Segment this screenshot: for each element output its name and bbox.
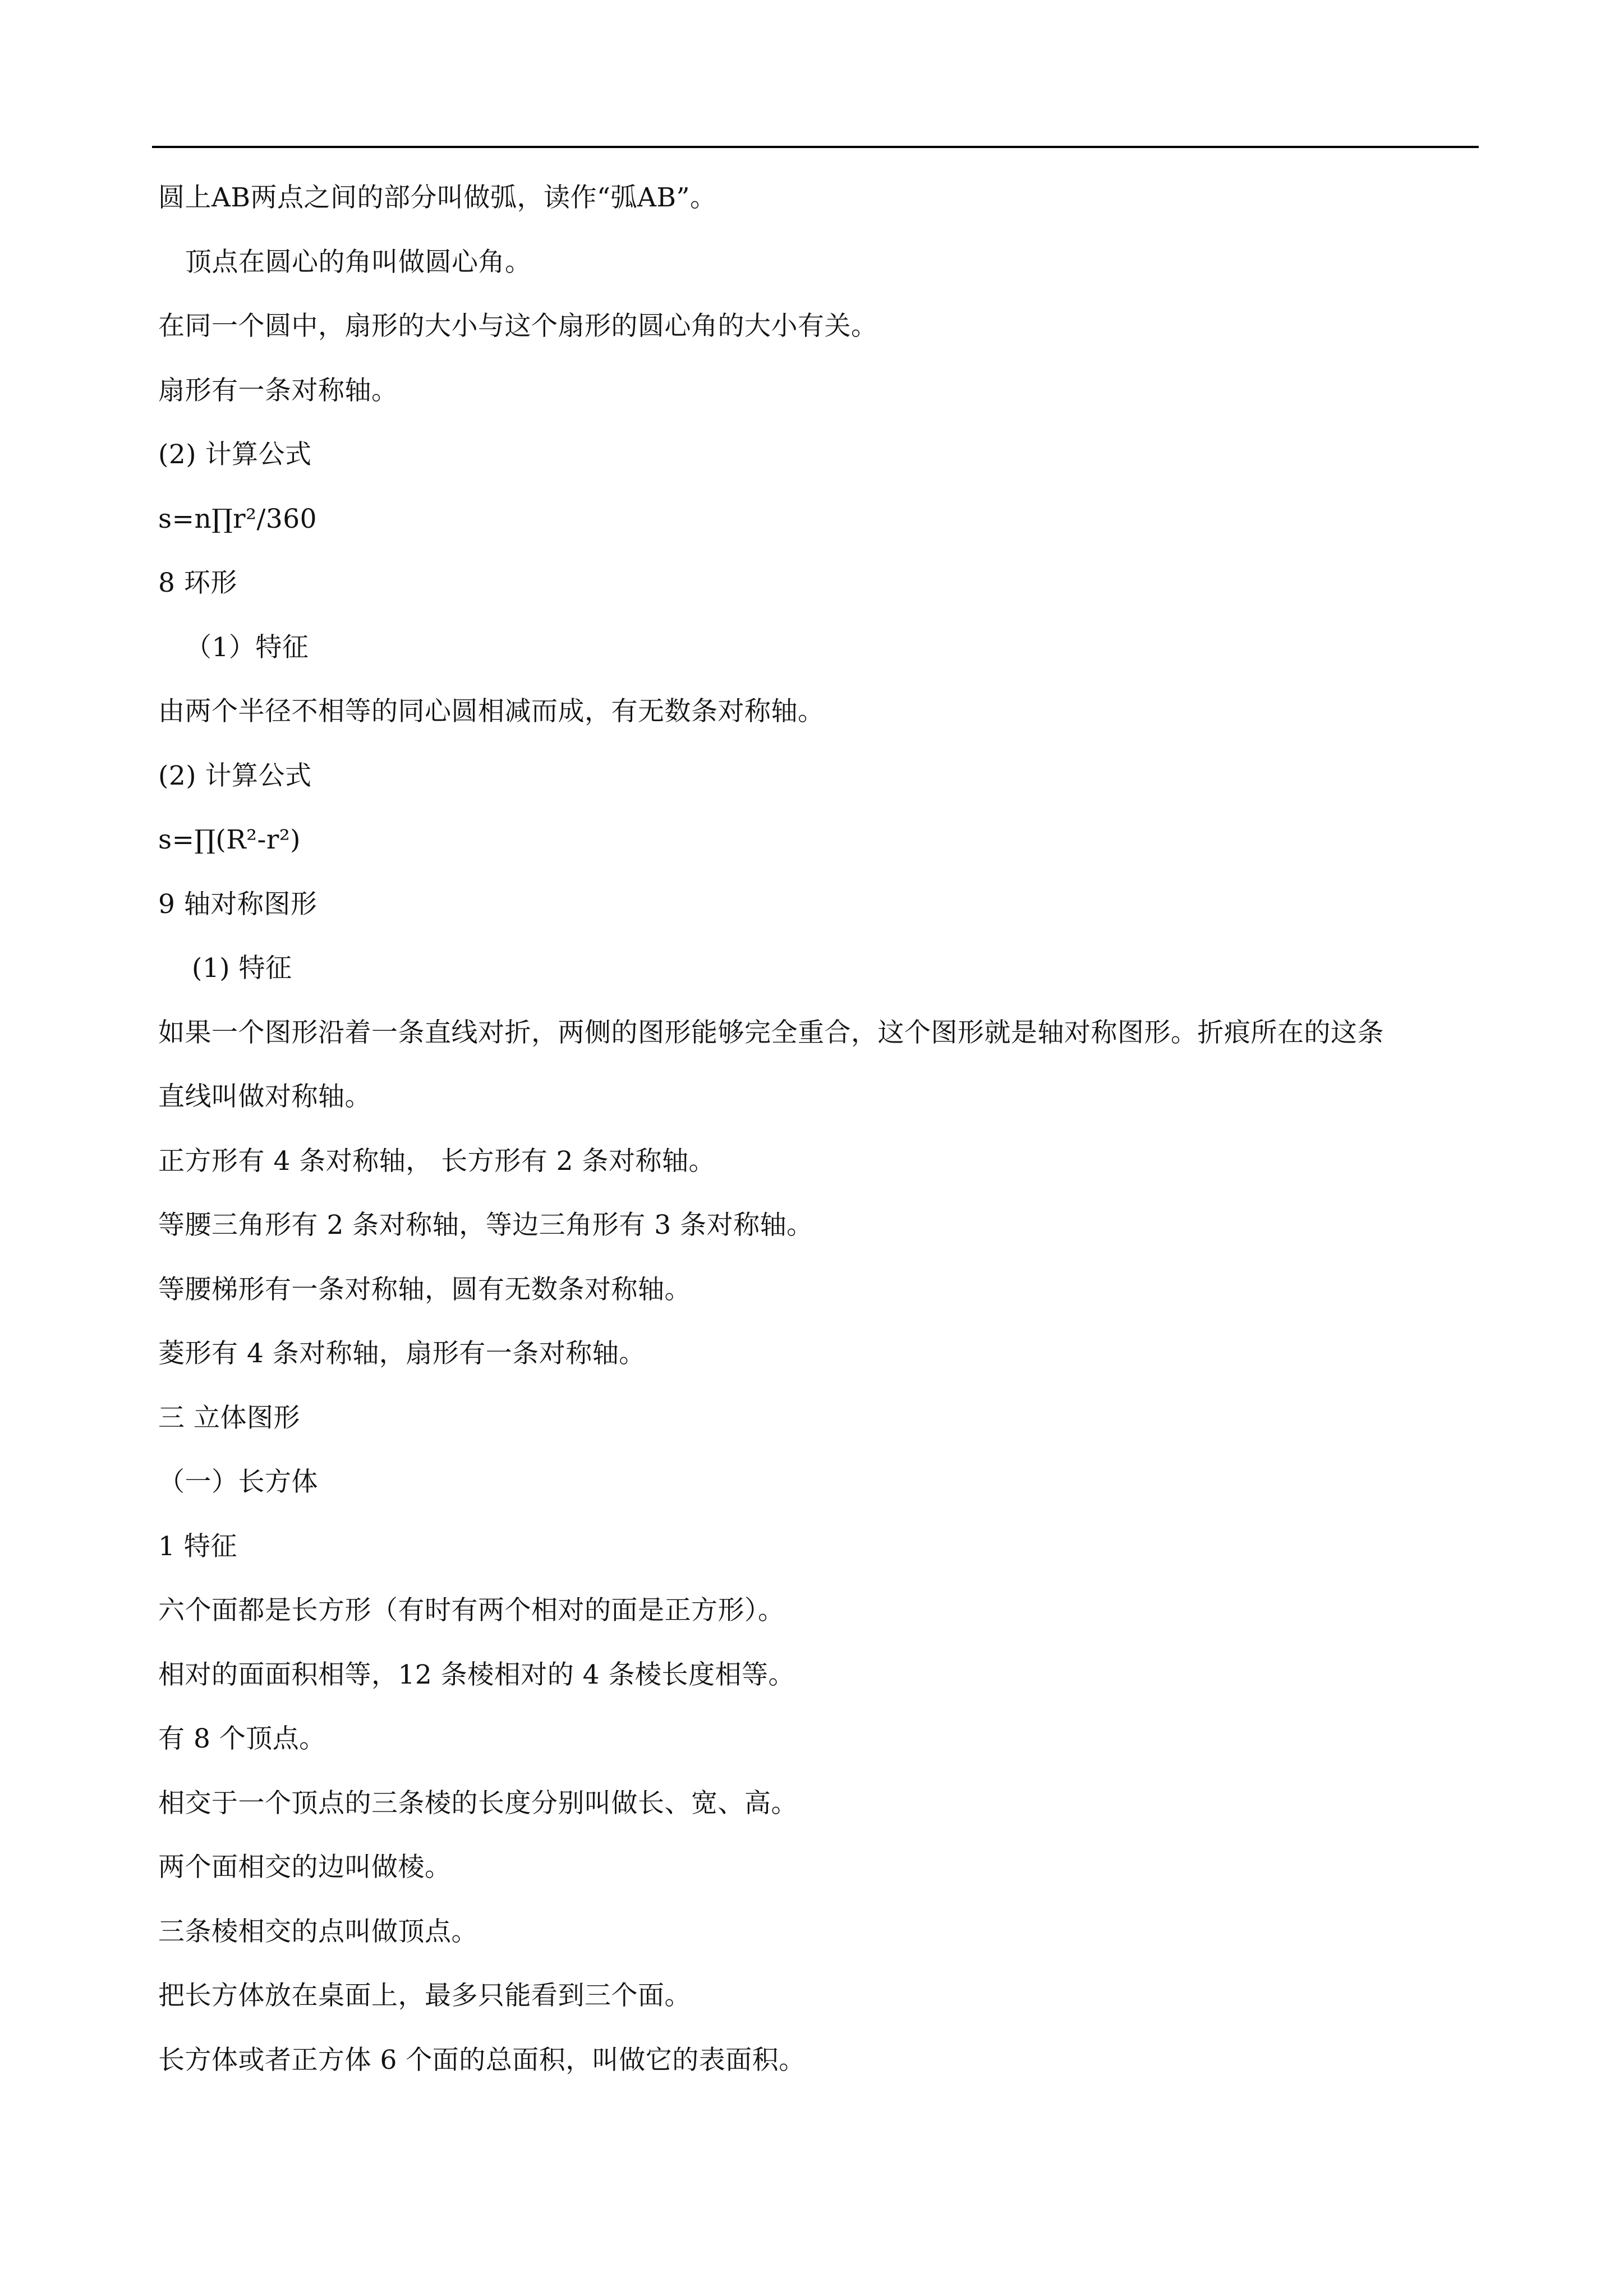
text-line-cuboid-edges: 相对的面面积相等，12 条棱相对的 4 条棱长度相等。 bbox=[158, 1659, 795, 1690]
subheading-features: (1) 特征 bbox=[192, 953, 292, 984]
text-line-visible-faces: 把长方体放在桌面上，最多只能看到三个面。 bbox=[158, 1980, 691, 2011]
text-line-central-angle: 顶点在圆心的角叫做圆心角。 bbox=[185, 246, 532, 278]
text-line-symmetry-definition: 如果一个图形沿着一条直线对折，两侧的图形能够完全重合，这个图形就是轴对称图形。折痕所在的这条 bbox=[158, 1017, 1384, 1048]
text-line-surface-area: 长方体或者正方体 6 个面的总面积，叫做它的表面积。 bbox=[158, 2044, 806, 2076]
text-line-sector-symmetry: 扇形有一条对称轴。 bbox=[158, 375, 398, 406]
text-line-sector-size: 在同一个圆中，扇形的大小与这个扇形的圆心角的大小有关。 bbox=[158, 311, 878, 342]
formula-sector-area: s=n∏r²/360 bbox=[158, 503, 318, 534]
section-heading-axial-symmetry: 9 轴对称图形 bbox=[158, 888, 318, 920]
text-line-vertex-definition: 三条棱相交的点叫做顶点。 bbox=[158, 1916, 478, 1947]
subheading-features: （1）特征 bbox=[185, 631, 309, 663]
section-heading-solid-figures: 三 立体图形 bbox=[158, 1402, 300, 1433]
document-body bbox=[158, 166, 1482, 2092]
text-line-edge-definition: 两个面相交的边叫做棱。 bbox=[158, 1852, 452, 1883]
text-line-arc-definition: 圆上AB两点之间的部分叫做弧，读作“弧AB”。 bbox=[158, 182, 717, 213]
text-line-symmetry-axis: 直线叫做对称轴。 bbox=[158, 1081, 371, 1112]
text-line-cuboid-vertices: 有 8 个顶点。 bbox=[158, 1723, 326, 1754]
subheading-cuboid: （一）长方体 bbox=[158, 1467, 318, 1497]
section-heading-ring: 8 环形 bbox=[158, 568, 237, 598]
subheading-features: 1 特征 bbox=[158, 1530, 237, 1562]
text-line-ring-definition: 由两个半径不相等的同心圆相减而成，有无数条对称轴。 bbox=[158, 696, 825, 727]
text-line-rhombus-sector-axes: 菱形有 4 条对称轴，扇形有一条对称轴。 bbox=[158, 1338, 646, 1369]
text-line-triangle-axes: 等腰三角形有 2 条对称轴，等边三角形有 3 条对称轴。 bbox=[158, 1210, 813, 1241]
text-line-length-width-height: 相交于一个顶点的三条棱的长度分别叫做长、宽、高。 bbox=[158, 1787, 798, 1819]
text-line-square-rectangle-axes: 正方形有 4 条对称轴， 长方形有 2 条对称轴。 bbox=[158, 1145, 716, 1177]
text-line-trapezoid-circle-axes: 等腰梯形有一条对称轴，圆有无数条对称轴。 bbox=[158, 1274, 691, 1305]
subheading-formula: (2) 计算公式 bbox=[158, 760, 312, 791]
text-line-cuboid-faces: 六个面都是长方形（有时有两个相对的面是正方形）。 bbox=[158, 1595, 785, 1626]
formula-ring-area: s=∏(R²-r²) bbox=[158, 824, 301, 855]
subheading-formula: (2) 计算公式 bbox=[158, 439, 312, 470]
header-rule bbox=[152, 146, 1479, 148]
